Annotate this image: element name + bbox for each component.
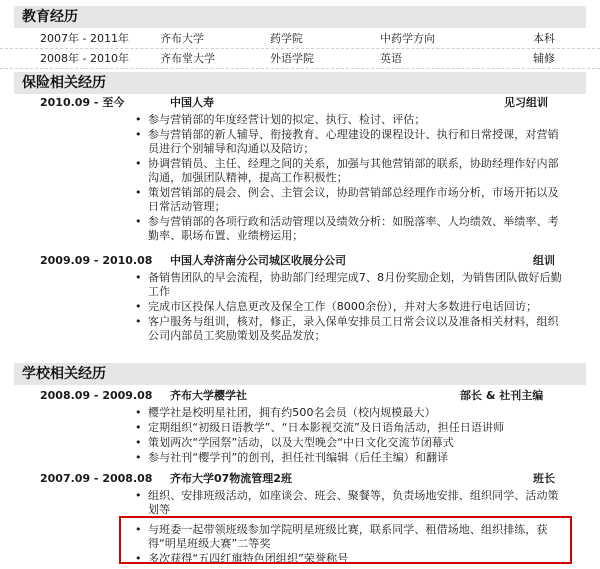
job-bullet-list: [135, 271, 563, 344]
list-item: • 完成市区投保人信息更改及保全工作（8000余份），并对大多数进行电话回访；: [135, 300, 563, 314]
highlight-box: [119, 516, 572, 564]
job-role: 组训: [533, 254, 555, 267]
job-bullet-list: [135, 113, 563, 244]
education-period: 2007年 - 2011年: [40, 32, 129, 45]
education-dept: 药学院: [270, 32, 303, 45]
education-period: 2008年 - 2010年: [40, 52, 129, 65]
job-header: [0, 94, 600, 112]
list-item: • 协调营销员、主任、经理之间的关系，加强与其他营销部的联系，协助经理作好内部沟通，加强团队精神，提高工作积极性；: [135, 157, 563, 185]
list-item: • 策划两次“学园祭”活动，以及大型晚会“中日文化交流节闭幕式: [135, 436, 563, 450]
list-item: • 与班委一起带领班级参加学院明星班级比赛，联系同学、租借场地、组织排练，获得“明星班级大赛”二等奖: [135, 523, 563, 551]
job-org: 齐布大学07物流管理2班: [170, 472, 292, 485]
job-header: [0, 252, 600, 270]
job-period: 2007.09 - 2008.08: [40, 472, 153, 485]
education-major: 中药学方向: [380, 32, 435, 45]
education-school: 齐布堂大学: [160, 52, 215, 65]
education-row: [0, 50, 600, 69]
job-org: 齐布大学樱学社: [170, 389, 247, 402]
education-section-heading: 教育经历: [14, 6, 586, 28]
list-item: • 樱学社是校明星社团，拥有约500名会员（校内规模最大）: [135, 406, 563, 420]
list-item: • 定期组织“初级日语教学”、“日本影视交流”及日语角活动，担任日语讲师: [135, 421, 563, 435]
job-role: 见习组训: [504, 96, 548, 109]
job-role: 部长 & 社刊主编: [460, 389, 544, 402]
school-section-heading: 学校相关经历: [14, 363, 586, 385]
job-header: [0, 470, 600, 488]
list-item: • 参与营销部的年度经营计划的拟定、执行、检讨、评估；: [135, 113, 563, 127]
list-item: • 参与营销部的新人辅导、衔接教育、心理建设的课程设计、执行和日常授课，对营销员进行个别辅导和沟通以及陪访；: [135, 128, 563, 156]
education-degree: 本科: [533, 32, 555, 45]
job-period: 2009.09 - 2010.08: [40, 254, 153, 267]
insurance-section-heading: 保险相关经历: [14, 72, 586, 94]
education-degree: 辅修: [533, 52, 555, 65]
list-item: • 多次获得“五四红旗特色团组织”荣誉称号: [135, 552, 563, 566]
education-dept: 外语学院: [270, 52, 314, 65]
education-major: 英语: [380, 52, 402, 65]
list-item: • 参与营销部的各项行政和活动管理以及绩效分析：如脱落率、人均绩效、举绩率、考勤率、职场布置、业绩榜运用；: [135, 215, 563, 243]
job-period: 2010.09 - 至今: [40, 96, 125, 109]
education-row: [0, 30, 600, 49]
list-item: • 组织、安排班级活动，如座谈会、班会、聚餐等，负责场地安排、组织同学、活动策划等: [135, 489, 563, 517]
job-org: 中国人寿济南分公司城区收展分公司: [170, 254, 346, 267]
education-school: 齐布大学: [160, 32, 204, 45]
list-item: • 参与社刊“樱学刊”的创刊，担任社刊编辑（后任主编）和翻译: [135, 451, 563, 465]
job-header: [0, 387, 600, 405]
list-item: • 策划营销部的晨会、例会、主管会议，协助营销部总经理作市场分析，市场开拓以及日常活动管理；: [135, 186, 563, 214]
list-item: • 客户服务与组训，核对，修正，录入保单安排员工日常会议以及准备相关材料，组织公司内部员工奖励策划及奖品发放；: [135, 315, 563, 343]
job-role: 班长: [533, 472, 555, 485]
job-bullet-list: [135, 406, 563, 466]
job-period: 2008.09 - 2009.08: [40, 389, 153, 402]
job-org: 中国人寿: [170, 96, 214, 109]
list-item: • 备销售团队的早会流程，协助部门经理完成7、8月份奖励企划，为销售团队做好后勤工作: [135, 271, 563, 299]
